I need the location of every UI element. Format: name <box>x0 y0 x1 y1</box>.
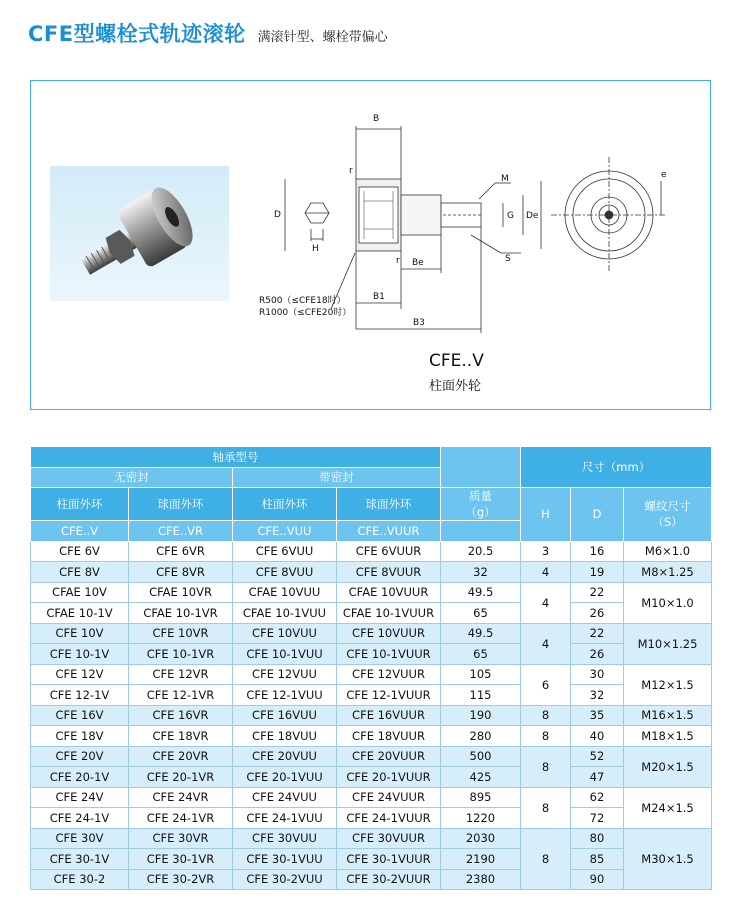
dim-B: B <box>373 114 380 124</box>
table-row <box>31 582 712 603</box>
table-cell: CFAE 10-1VR <box>129 603 233 624</box>
table-cell: 8 <box>521 746 571 787</box>
table-cell: CFE 8VR <box>129 562 233 583</box>
hdr-D: D <box>571 488 624 542</box>
spec-table <box>30 446 712 890</box>
drawing-panel <box>30 80 711 410</box>
hdr-mass-blank <box>441 447 521 488</box>
table-cell: CFE 18VUUR <box>337 726 441 747</box>
table-cell: M10×1.25 <box>624 623 712 664</box>
table-cell: CFE 8VUUR <box>337 562 441 583</box>
table-cell: CFE 30-1VUU <box>233 849 337 870</box>
table-cell: CFAE 10VR <box>129 582 233 603</box>
table-cell: CFE 10VUUR <box>337 623 441 644</box>
table-cell: 4 <box>521 623 571 664</box>
table-cell: CFE 24-1V <box>31 808 129 829</box>
table-cell: CFE 16VR <box>129 705 233 726</box>
dim-D: D <box>274 210 281 220</box>
page-subtitle: 满滚针型、螺栓带偏心 <box>257 30 388 45</box>
table-cell: 105 <box>441 664 521 685</box>
table-cell: M30×1.5 <box>624 828 712 890</box>
table-row <box>31 828 712 849</box>
table-cell: 32 <box>571 685 624 706</box>
table-cell: M8×1.25 <box>624 562 712 583</box>
table-cell: CFE 10VR <box>129 623 233 644</box>
table-cell: M16×1.5 <box>624 705 712 726</box>
dim-G: G <box>507 211 514 221</box>
table-cell: CFE 30VUU <box>233 828 337 849</box>
table-cell: 2380 <box>441 869 521 890</box>
hdr-mass-cont <box>441 521 521 542</box>
table-cell: CFE 30-2VUU <box>233 869 337 890</box>
table-cell: 65 <box>441 603 521 624</box>
table-cell: M12×1.5 <box>624 664 712 705</box>
table-cell: 90 <box>571 869 624 890</box>
hdr-H: H <box>521 488 571 542</box>
table-row <box>31 562 712 583</box>
table-cell: 35 <box>571 705 624 726</box>
dim-B1: B1 <box>373 292 385 302</box>
table-row <box>31 767 712 788</box>
page-title: CFE型螺栓式轨迹滚轮 <box>28 22 246 46</box>
table-cell: 40 <box>571 726 624 747</box>
table-cell: 500 <box>441 746 521 767</box>
hdr-thread: 螺纹尺寸 （S） <box>624 488 712 542</box>
hdr-sealed: 带密封 <box>233 467 441 488</box>
table-cell: CFE 12-1VR <box>129 685 233 706</box>
table-cell: 65 <box>441 644 521 665</box>
caption-model: CFE..V <box>429 351 484 371</box>
table-cell: CFE 16VUUR <box>337 705 441 726</box>
table-cell: CFE 24-1VUU <box>233 808 337 829</box>
table-cell: 26 <box>571 644 624 665</box>
hdr-code2: CFE..VR <box>129 521 233 542</box>
table-cell: 115 <box>441 685 521 706</box>
table-cell: 190 <box>441 705 521 726</box>
table-cell: CFE 30-1VR <box>129 849 233 870</box>
table-cell: 49.5 <box>441 623 521 644</box>
table-cell: 425 <box>441 767 521 788</box>
table-cell: 16 <box>571 541 624 562</box>
hdr-code3: CFE..VUU <box>233 521 337 542</box>
table-cell: CFE 10VUU <box>233 623 337 644</box>
dim-M: M <box>501 174 509 184</box>
table-cell: M18×1.5 <box>624 726 712 747</box>
table-cell: CFE 20VUU <box>233 746 337 767</box>
hdr-cyl: 柱面外环 <box>31 488 129 521</box>
table-cell: CFE 20-1VUUR <box>337 767 441 788</box>
table-row <box>31 541 712 562</box>
table-cell: CFE 30-2 <box>31 869 129 890</box>
table-cell: 2030 <box>441 828 521 849</box>
table-row <box>31 623 712 644</box>
table-row <box>31 808 712 829</box>
table-cell: 280 <box>441 726 521 747</box>
dim-De: De <box>526 211 539 221</box>
table-cell: 62 <box>571 787 624 808</box>
dim-S: S <box>505 254 511 264</box>
hdr-cyl2: 柱面外环 <box>233 488 337 521</box>
table-cell: 8 <box>521 828 571 890</box>
table-cell: 4 <box>521 582 571 623</box>
table-cell: 895 <box>441 787 521 808</box>
table-row <box>31 644 712 665</box>
table-cell: M6×1.0 <box>624 541 712 562</box>
hdr-mass: 质量 （g） <box>441 488 521 521</box>
table-cell: 20.5 <box>441 541 521 562</box>
table-cell: CFE 24VUUR <box>337 787 441 808</box>
table-cell: CFAE 10V <box>31 582 129 603</box>
table-cell: M10×1.0 <box>624 582 712 623</box>
table-cell: 85 <box>571 849 624 870</box>
hdr-unsealed: 无密封 <box>31 467 233 488</box>
table-cell: 52 <box>571 746 624 767</box>
table-cell: CFE 18VR <box>129 726 233 747</box>
table-cell: CFE 30-1VUUR <box>337 849 441 870</box>
table-cell: CFE 12-1VUUR <box>337 685 441 706</box>
table-cell: M24×1.5 <box>624 787 712 828</box>
hdr-size: 尺寸（mm） <box>521 447 712 488</box>
table-cell: CFE 24-1VR <box>129 808 233 829</box>
table-row <box>31 664 712 685</box>
table-cell: 80 <box>571 828 624 849</box>
dim-B3: B3 <box>413 318 425 328</box>
dim-Be: Be <box>412 258 424 268</box>
table-cell: CFE 12-1V <box>31 685 129 706</box>
table-cell: 6 <box>521 664 571 705</box>
table-row <box>31 685 712 706</box>
table-row <box>31 849 712 870</box>
table-cell: CFAE 10VUUR <box>337 582 441 603</box>
table-cell: 1220 <box>441 808 521 829</box>
table-cell: CFE 10-1VUU <box>233 644 337 665</box>
table-cell: CFE 20V <box>31 746 129 767</box>
table-row <box>31 726 712 747</box>
table-cell: CFE 18VUU <box>233 726 337 747</box>
table-cell: 32 <box>441 562 521 583</box>
table-cell: CFE 20-1VR <box>129 767 233 788</box>
table-cell: CFE 20-1V <box>31 767 129 788</box>
table-cell: 30 <box>571 664 624 685</box>
table-cell: 19 <box>571 562 624 583</box>
table-cell: 3 <box>521 541 571 562</box>
table-cell: CFE 16V <box>31 705 129 726</box>
table-cell: CFE 6V <box>31 541 129 562</box>
table-cell: 4 <box>521 562 571 583</box>
table-cell: CFAE 10-1V <box>31 603 129 624</box>
table-cell: 8 <box>521 787 571 828</box>
table-cell: CFE 24VUU <box>233 787 337 808</box>
table-cell: CFE 12VUU <box>233 664 337 685</box>
table-cell: 72 <box>571 808 624 829</box>
table-row <box>31 603 712 624</box>
table-cell: CFE 20-1VUU <box>233 767 337 788</box>
table-cell: CFE 30-2VUUR <box>337 869 441 890</box>
table-cell: CFE 30-2VR <box>129 869 233 890</box>
table-cell: 49.5 <box>441 582 521 603</box>
table-row <box>31 705 712 726</box>
table-cell: CFE 24VR <box>129 787 233 808</box>
table-cell: 26 <box>571 603 624 624</box>
table-cell: CFE 20VR <box>129 746 233 767</box>
table-cell: CFE 12VR <box>129 664 233 685</box>
table-cell: CFAE 10VUU <box>233 582 337 603</box>
table-cell: CFAE 10-1VUUR <box>337 603 441 624</box>
table-cell: 22 <box>571 582 624 603</box>
table-cell: CFE 16VUU <box>233 705 337 726</box>
table-cell: CFE 18V <box>31 726 129 747</box>
table-cell: CFE 30VR <box>129 828 233 849</box>
title-row <box>28 18 388 48</box>
table-cell: CFE 10V <box>31 623 129 644</box>
note-r1000: R1000（≤CFE20时） <box>259 308 352 318</box>
table-cell: CFE 30-1V <box>31 849 129 870</box>
table-cell: CFAE 10-1VUU <box>233 603 337 624</box>
table-cell: CFE 24V <box>31 787 129 808</box>
table-cell: CFE 30V <box>31 828 129 849</box>
table-cell: 22 <box>571 623 624 644</box>
dim-H: H <box>312 244 319 254</box>
hdr-code1: CFE..V <box>31 521 129 542</box>
table-cell: CFE 12VUUR <box>337 664 441 685</box>
table-cell: CFE 10-1V <box>31 644 129 665</box>
dim-r1: r <box>349 166 353 176</box>
table-cell: M20×1.5 <box>624 746 712 787</box>
table-cell: CFE 8VUU <box>233 562 337 583</box>
table-cell: CFE 20VUUR <box>337 746 441 767</box>
table-cell: CFE 6VR <box>129 541 233 562</box>
table-cell: CFE 6VUU <box>233 541 337 562</box>
table-row <box>31 869 712 890</box>
table-cell: CFE 10-1VR <box>129 644 233 665</box>
hdr-sph2: 球面外环 <box>337 488 441 521</box>
table-row <box>31 787 712 808</box>
table-cell: CFE 30VUUR <box>337 828 441 849</box>
table-cell: CFE 12V <box>31 664 129 685</box>
hdr-bearing-model: 轴承型号 <box>31 447 441 468</box>
table-row <box>31 746 712 767</box>
drawing-caption <box>429 351 484 394</box>
table-cell: 8 <box>521 726 571 747</box>
table-cell: CFE 6VUUR <box>337 541 441 562</box>
technical-drawing <box>31 81 712 411</box>
dim-r2: r <box>396 256 400 266</box>
hdr-sph: 球面外环 <box>129 488 233 521</box>
dim-e: e <box>661 170 667 180</box>
table-cell: 47 <box>571 767 624 788</box>
table-cell: CFE 8V <box>31 562 129 583</box>
note-r500: R500（≤CFE18时） <box>259 296 346 306</box>
caption-desc: 柱面外轮 <box>429 379 482 394</box>
table-cell: 2190 <box>441 849 521 870</box>
hdr-code4: CFE..VUUR <box>337 521 441 542</box>
table-cell: CFE 24-1VUUR <box>337 808 441 829</box>
table-cell: CFE 12-1VUU <box>233 685 337 706</box>
table-cell: CFE 10-1VUUR <box>337 644 441 665</box>
table-cell: 8 <box>521 705 571 726</box>
